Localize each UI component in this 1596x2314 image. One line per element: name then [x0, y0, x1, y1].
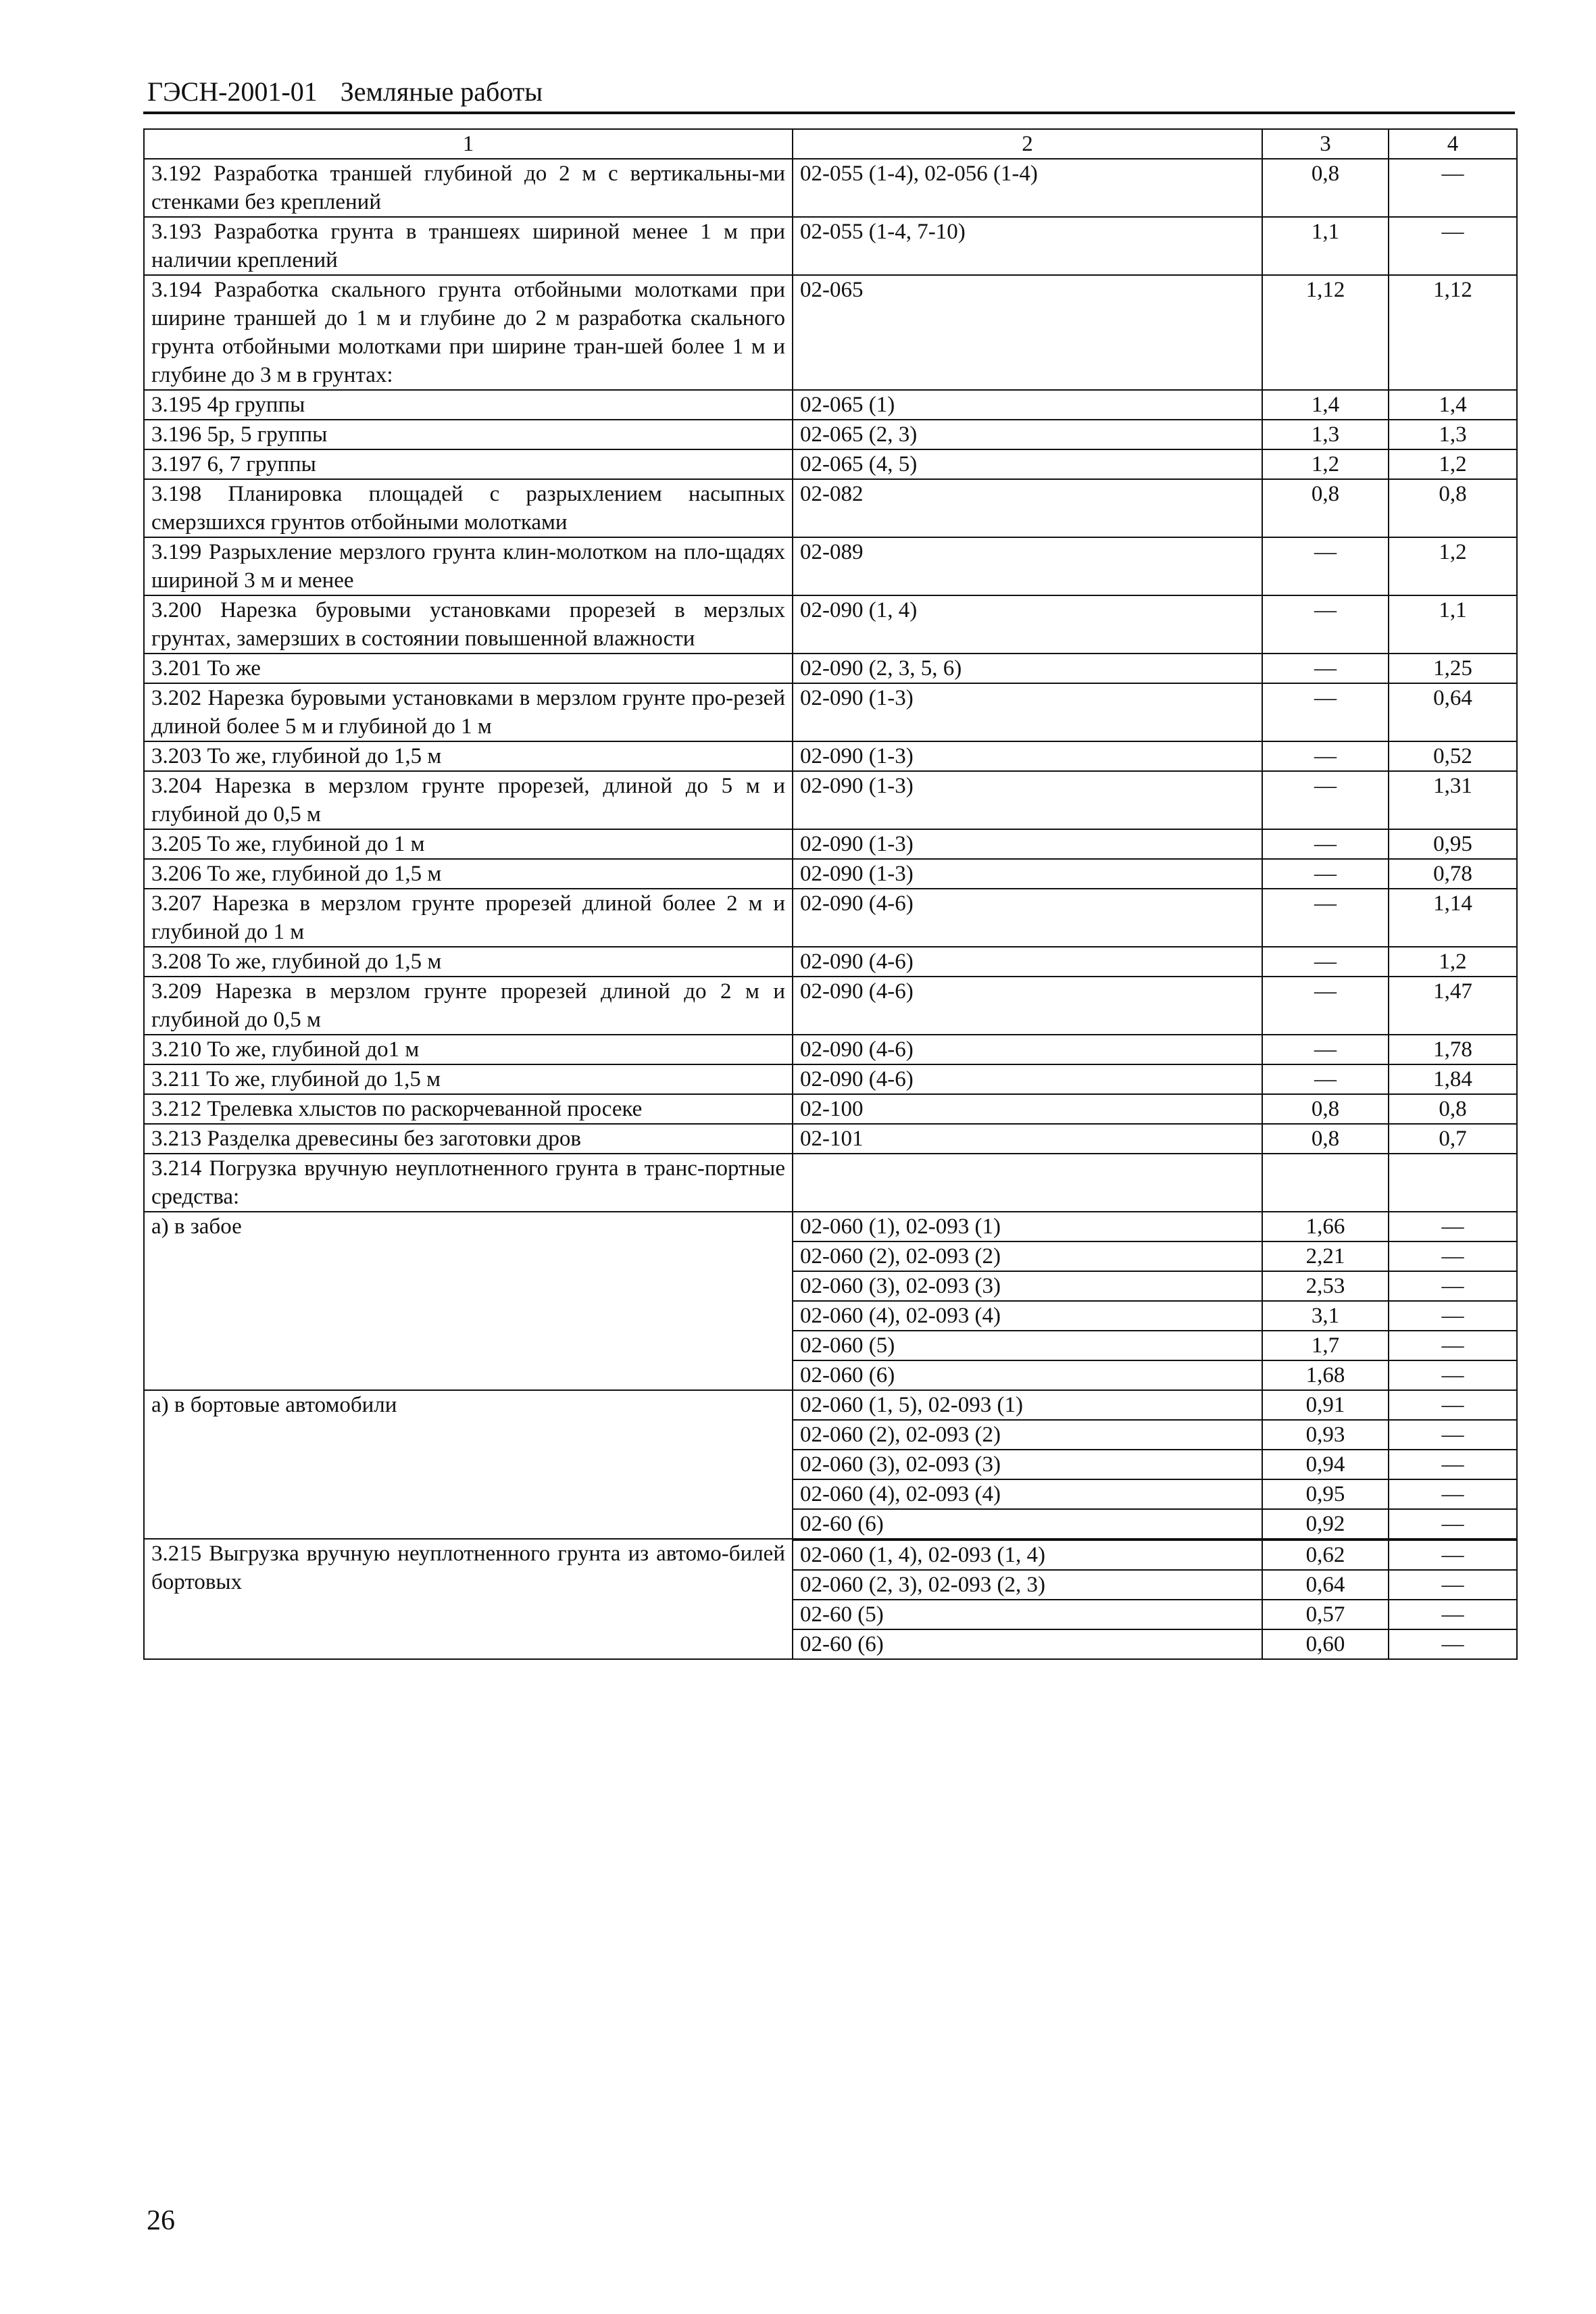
table-cell: —	[1262, 683, 1389, 741]
table-cell: 1,2	[1389, 449, 1517, 479]
table-cell: 0,8	[1262, 1094, 1389, 1124]
table-cell: 0,64	[1262, 1570, 1389, 1600]
table-header-row	[144, 129, 1517, 159]
table-cell: —	[1262, 859, 1389, 889]
table-cell: 1,7	[1262, 1331, 1389, 1360]
table-cell: 02-090 (1-3)	[793, 771, 1262, 829]
table-row	[144, 420, 1517, 449]
table-cell: 02-060 (4), 02-093 (4)	[793, 1301, 1262, 1331]
table-cell: 1,4	[1389, 390, 1517, 420]
table-cell: 3.208 То же, глубиной до 1,5 м	[144, 947, 793, 977]
table-cell: 3.207 Нарезка в мерзлом грунте прорезей длиной более 2 м и глубиной до 1 м	[144, 889, 793, 947]
table-row	[144, 1154, 1517, 1212]
table-row	[144, 1212, 1517, 1241]
table-cell: —	[1389, 1390, 1517, 1420]
table-cell: —	[1389, 217, 1517, 275]
table-cell: 02-065 (4, 5)	[793, 449, 1262, 479]
table-cell: 0,94	[1262, 1450, 1389, 1479]
table-cell: 3.210 То же, глубиной до1 м	[144, 1035, 793, 1064]
table-row	[144, 275, 1517, 390]
table-cell: 02-060 (6)	[793, 1360, 1262, 1390]
table-cell: 02-090 (1-3)	[793, 859, 1262, 889]
table-cell: 02-060 (3), 02-093 (3)	[793, 1450, 1262, 1479]
table-cell: —	[1389, 1331, 1517, 1360]
table-cell: 02-089	[793, 537, 1262, 595]
table-cell	[1262, 1154, 1389, 1212]
table-cell: —	[1389, 1509, 1517, 1539]
table-row	[144, 479, 1517, 537]
table-cell: 3.194 Разработка скального грунта отбойными молотками при ширине траншей до 1 м и глубине до 2 м разработка скального грунта отбойными молотками при ширине тран-шей более 1 м и глубине до 3 м в грунтах:	[144, 275, 793, 390]
table-row	[144, 1035, 1517, 1064]
table-cell: 3.206 То же, глубиной до 1,5 м	[144, 859, 793, 889]
table-cell: 02-101	[793, 1124, 1262, 1154]
table-cell	[793, 1154, 1262, 1212]
table-cell: —	[1389, 1629, 1517, 1659]
table-cell: 02-065	[793, 275, 1262, 390]
table-cell: 0,95	[1389, 829, 1517, 859]
table-cell: 02-082	[793, 479, 1262, 537]
table-cell: 1,14	[1389, 889, 1517, 947]
table-row	[144, 859, 1517, 889]
table-cell: —	[1389, 1301, 1517, 1331]
table-cell: 2,21	[1262, 1241, 1389, 1271]
table-cell: —	[1262, 889, 1389, 947]
table-cell: 3.214 Погрузка вручную неуплотненного грунта в транс-портные средства:	[144, 1154, 793, 1212]
table-body	[144, 159, 1517, 1659]
group-label: 3.215 Выгрузка вручную неуплотненного грунта из автомо-билей бортовых	[144, 1539, 793, 1659]
table-row	[144, 683, 1517, 741]
table-row	[144, 654, 1517, 683]
table-cell: 3.198 Планировка площадей с разрыхлением насыпных смерзшихся грунтов отбойными молотками	[144, 479, 793, 537]
table-cell: 3.202 Нарезка буровыми установками в мерзлом грунте про-резей длиной более 5 м и глубиной до 1 м	[144, 683, 793, 741]
table-cell: 2,53	[1262, 1271, 1389, 1301]
table-cell: —	[1389, 1450, 1517, 1479]
table-cell: —	[1262, 654, 1389, 683]
table-cell: 0,78	[1389, 859, 1517, 889]
table-cell: 02-060 (1, 5), 02-093 (1)	[793, 1390, 1262, 1420]
table-cell: —	[1262, 977, 1389, 1035]
column-header: 2	[793, 129, 1262, 159]
table-cell: —	[1389, 1241, 1517, 1271]
table-cell: 1,68	[1262, 1360, 1389, 1390]
table-cell: —	[1262, 595, 1389, 654]
table-cell: —	[1262, 829, 1389, 859]
table-cell: 3.199 Разрыхление мерзлого грунта клин-молотком на пло-щадях шириной 3 м и менее	[144, 537, 793, 595]
table-row	[144, 771, 1517, 829]
table-cell: 3.209 Нарезка в мерзлом грунте прорезей длиной до 2 м и глубиной до 0,5 м	[144, 977, 793, 1035]
table-cell: 02-060 (4), 02-093 (4)	[793, 1479, 1262, 1509]
table-row	[144, 1390, 1517, 1420]
table-cell: 1,12	[1389, 275, 1517, 390]
table-cell: —	[1262, 1035, 1389, 1064]
table-cell: 3.200 Нарезка буровыми установками прорезей в мерзлых грунтах, замерзших в состоянии повышенной влажности	[144, 595, 793, 654]
table-cell: —	[1389, 1479, 1517, 1509]
table-cell: —	[1262, 771, 1389, 829]
table-cell: 02-60 (6)	[793, 1509, 1262, 1539]
table-cell: —	[1389, 1271, 1517, 1301]
table-cell: 3.213 Разделка древесины без заготовки дров	[144, 1124, 793, 1154]
table-cell: 1,47	[1389, 977, 1517, 1035]
table-cell: —	[1389, 1600, 1517, 1629]
table-cell: —	[1389, 1420, 1517, 1450]
page-header	[147, 76, 543, 107]
table-cell: 0,64	[1389, 683, 1517, 741]
table-cell: 1,2	[1389, 537, 1517, 595]
table-cell: 0,8	[1389, 1094, 1517, 1124]
table-cell: 02-060 (1), 02-093 (1)	[793, 1212, 1262, 1241]
table-cell: 02-090 (4-6)	[793, 977, 1262, 1035]
norms-table	[143, 128, 1518, 1660]
group-label: а) в забое	[144, 1212, 793, 1390]
header-code: ГЭСН-2001-01	[147, 76, 318, 107]
table-cell	[1389, 1154, 1517, 1212]
table-cell: 02-100	[793, 1094, 1262, 1124]
table-cell: —	[1389, 1540, 1517, 1570]
table-cell: 02-090 (4-6)	[793, 889, 1262, 947]
table-cell: 1,12	[1262, 275, 1389, 390]
table-cell: 3.195 4р группы	[144, 390, 793, 420]
table-row	[144, 977, 1517, 1035]
table-cell: —	[1389, 159, 1517, 217]
table-cell: 3.211 То же, глубиной до 1,5 м	[144, 1064, 793, 1094]
table-cell: 3.197 6, 7 группы	[144, 449, 793, 479]
table-cell: 02-060 (2), 02-093 (2)	[793, 1420, 1262, 1450]
table-cell: 02-090 (4-6)	[793, 947, 1262, 977]
table-cell: 0,93	[1262, 1420, 1389, 1450]
table-cell: 02-060 (2), 02-093 (2)	[793, 1241, 1262, 1271]
table-cell: 02-090 (1, 4)	[793, 595, 1262, 654]
table-cell: 02-060 (2, 3), 02-093 (2, 3)	[793, 1570, 1262, 1600]
table-cell: 02-060 (5)	[793, 1331, 1262, 1360]
table-cell: 3.204 Нарезка в мерзлом грунте прорезей, длиной до 5 м и глубиной до 0,5 м	[144, 771, 793, 829]
table-cell: 1,31	[1389, 771, 1517, 829]
table-cell: 02-065 (2, 3)	[793, 420, 1262, 449]
table-cell: 1,2	[1262, 449, 1389, 479]
table-cell: 02-60 (6)	[793, 1629, 1262, 1659]
table-cell: 3.203 То же, глубиной до 1,5 м	[144, 741, 793, 771]
table-cell: 02-060 (1, 4), 02-093 (1, 4)	[793, 1540, 1262, 1570]
table-row	[144, 217, 1517, 275]
table-cell: —	[1389, 1570, 1517, 1600]
table-cell: 0,95	[1262, 1479, 1389, 1509]
table-cell: 02-055 (1-4, 7-10)	[793, 217, 1262, 275]
table-cell: 02-60 (5)	[793, 1600, 1262, 1629]
column-header: 1	[144, 129, 793, 159]
table-row	[144, 537, 1517, 595]
table-cell: 0,52	[1389, 741, 1517, 771]
table-cell: 02-055 (1-4), 02-056 (1-4)	[793, 159, 1262, 217]
table-row	[144, 889, 1517, 947]
table-cell: 1,78	[1389, 1035, 1517, 1064]
table-row	[144, 449, 1517, 479]
table-cell: 0,57	[1262, 1600, 1389, 1629]
table-cell: 0,7	[1389, 1124, 1517, 1154]
table-cell: 3,1	[1262, 1301, 1389, 1331]
table-row	[144, 829, 1517, 859]
table-row	[144, 1124, 1517, 1154]
table-cell: 02-090 (1-3)	[793, 741, 1262, 771]
table-cell: 02-090 (1-3)	[793, 829, 1262, 859]
table-cell: 1,66	[1262, 1212, 1389, 1241]
table-cell: 1,4	[1262, 390, 1389, 420]
table-cell: 02-090 (4-6)	[793, 1064, 1262, 1094]
table-cell: 1,84	[1389, 1064, 1517, 1094]
table-row	[144, 1064, 1517, 1094]
table-cell: —	[1389, 1360, 1517, 1390]
table-cell: 02-090 (4-6)	[793, 1035, 1262, 1064]
table-cell: 0,60	[1262, 1629, 1389, 1659]
table-cell: 0,8	[1262, 1124, 1389, 1154]
table-cell: 0,8	[1389, 479, 1517, 537]
header-rule	[143, 112, 1515, 114]
column-header: 3	[1262, 129, 1389, 159]
table-cell: 3.192 Разработка траншей глубиной до 2 м с вертикальны-ми стенками без креплений	[144, 159, 793, 217]
table-cell: 0,8	[1262, 479, 1389, 537]
table-cell: —	[1262, 537, 1389, 595]
table-cell: 0,92	[1262, 1509, 1389, 1539]
table-cell: —	[1389, 1212, 1517, 1241]
table-cell: 1,3	[1389, 420, 1517, 449]
table-cell: —	[1262, 1064, 1389, 1094]
table-cell: 02-090 (2, 3, 5, 6)	[793, 654, 1262, 683]
table-row	[144, 390, 1517, 420]
table-cell: —	[1262, 947, 1389, 977]
table-cell: 3.212 Трелевка хлыстов по раскорчеванной просеке	[144, 1094, 793, 1124]
table-cell: 02-065 (1)	[793, 390, 1262, 420]
table-cell: 1,1	[1389, 595, 1517, 654]
table-cell: 02-060 (3), 02-093 (3)	[793, 1271, 1262, 1301]
table-cell: 3.205 То же, глубиной до 1 м	[144, 829, 793, 859]
table-cell: 3.193 Разработка грунта в траншеях шириной менее 1 м при наличии креплений	[144, 217, 793, 275]
table-cell: 3.196 5р, 5 группы	[144, 420, 793, 449]
table-cell: 0,62	[1262, 1540, 1389, 1570]
table-row	[144, 159, 1517, 217]
column-header: 4	[1389, 129, 1517, 159]
table-cell: 1,2	[1389, 947, 1517, 977]
table-row	[144, 947, 1517, 977]
table-cell: 02-090 (1-3)	[793, 683, 1262, 741]
header-section: Земляные работы	[340, 76, 543, 107]
table-cell: —	[1262, 741, 1389, 771]
table-cell: 3.201 То же	[144, 654, 793, 683]
table-row	[144, 595, 1517, 654]
table-row	[144, 1094, 1517, 1124]
table-cell: 1,25	[1389, 654, 1517, 683]
table-cell: 1,1	[1262, 217, 1389, 275]
group-label: а) в бортовые автомобили	[144, 1390, 793, 1539]
table-cell: 0,91	[1262, 1390, 1389, 1420]
table-cell: 0,8	[1262, 159, 1389, 217]
table-cell: 1,3	[1262, 420, 1389, 449]
page-number: 26	[147, 2205, 175, 2236]
table-row	[144, 741, 1517, 771]
